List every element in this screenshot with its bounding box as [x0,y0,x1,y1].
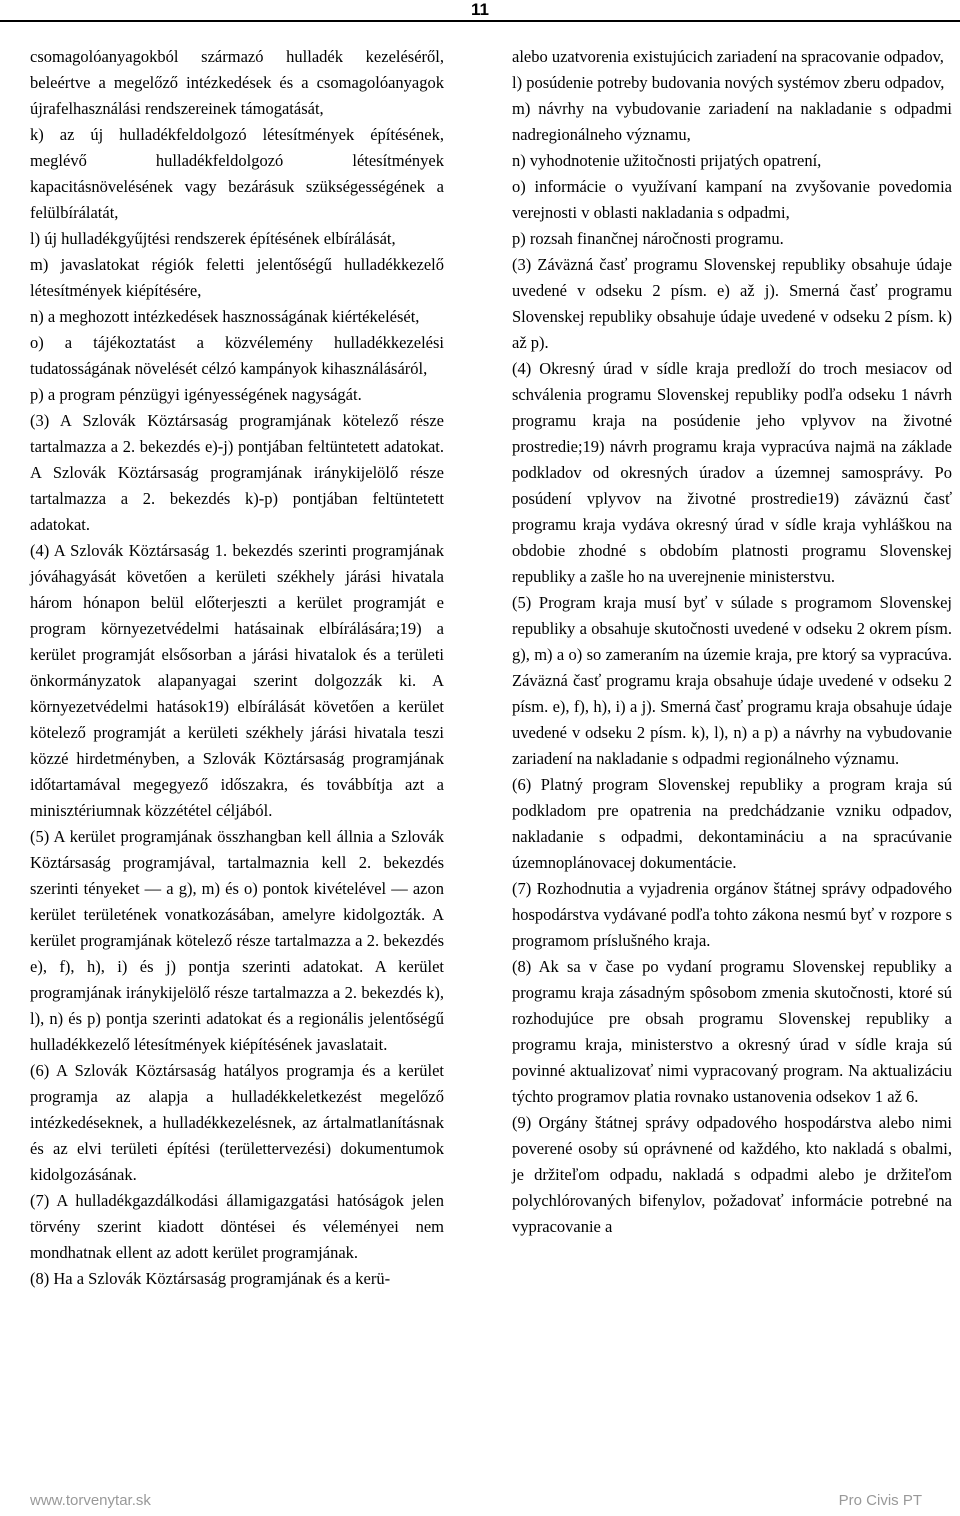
paragraph: p) rozsah finančnej náročnosti programu. [512,229,784,248]
paragraph: n) a meghozott intézkedések hasznosságának kiértékelését, [30,307,420,326]
paragraph: (6) Platný program Slovenskej republiky a program kraja sú podkladom pre opatrenia na predchádzanie vzniku odpadov, nakladanie s odpadmi, dekontamináciu a na spracúvanie územnoplánovacej dokumentácie. [512,775,952,872]
right-column [512,44,952,1240]
page-footer [0,1492,960,1514]
paragraph: m) návrhy na vybudovanie zariadení na nakladanie s odpadmi nadregionálneho významu, [512,99,952,144]
paragraph: (7) A hulladékgazdálkodási államigazgatási hatóságok jelen törvény szerint kiadott döntései és véleményei nem mondhatnak ellent az adott kerület programjának. [30,1191,444,1262]
paragraph: (7) Rozhodnutia a vyjadrenia orgánov štátnej správy odpadového hospodárstva vydávané podľa tohto zákona nesmú byť v rozpore s programom príslušného kraja. [512,879,952,950]
paragraph: (5) Program kraja musí byť v súlade s programom Slovenskej republiky a obsahuje skutočnosti uvedené v odseku 2 okrem písm. g), m) a o) so zameraním na územie kraja, pre ktorý sa vypracúva. Záväzná časť programu kraja obsahuje údaje uvedené v odseku 2 písm. e), f), h), i) a j). Smerná časť programu kraja obsahuje údaje uvedené v odseku 2 písm. k), l), n) a p) a návrhy na vybudovanie zariadení na nakladanie s odpadmi regionálneho významu. [512,593,952,768]
paragraph: o) informácie o využívaní kampaní na zvyšovanie povedomia verejnosti v oblasti nakladania s odpadmi, [512,177,952,222]
paragraph: l) posúdenie potreby budovania nových systémov zberu odpadov, [512,73,945,92]
paragraph: csomagolóanyagokból származó hulladék kezeléséről, beleértve a megelőző intézkedések és a csomagolóanyagok újrafelhasználási rendszereinek támogatását, [30,47,444,118]
paragraph: (3) Záväzná časť programu Slovenskej republiky obsahuje údaje uvedené v odseku 2 písm. e) až j). Smerná časť programu Slovenskej republiky obsahuje údaje uvedené v odseku 2 písm. k) až p). [512,255,952,352]
paragraph: alebo uzatvorenia existujúcich zariadení na spracovanie odpadov, [512,47,944,66]
footer-publisher: Pro Civis PT [838,1492,922,1509]
paragraph: k) az új hulladékfeldolgozó létesítmények építésének, meglévő hulladékfeldolgozó létesítmények kapacitásnövelésének vagy bezárásuk szükségességének a felülbírálatát, [30,125,444,222]
paragraph: o) a tájékoztatást a közvélemény hulladékkezelési tudatosságának növelését célzó kampányok kihasználásáról, [30,333,444,378]
paragraph: (8) Ak sa v čase po vydaní programu Slovenskej republiky a programu kraja zásadným spôsobom zmenia skutočnosti, ktoré sú rozhodujúce pre obsah programu Slovenskej republiky a programu kraja, ministerstvo a okresný úrad v sídle kraja sú povinné aktualizovať nimi vypracovaný program. Na aktualizáciu týchto programov platia rovnako ustanovenia odsekov 1 až 6. [512,957,952,1106]
page-header [0,0,960,22]
paragraph: n) vyhodnotenie užitočnosti prijatých opatrení, [512,151,822,170]
paragraph: (8) Ha a Szlovák Köztársaság programjának és a kerü- [30,1269,391,1288]
footer-website: www.torvenytar.sk [30,1492,151,1509]
page-number: 11 [471,0,489,19]
paragraph: (6) A Szlovák Köztársaság hatályos programja és a kerület programja az alapja a hulladékkeletkezést megelőző intézkedéseknek, a hulladékkezelésnek, az ártalmatlanításnak és az elvi területi építési (területtervezési) dokumentumok kidolgozásának. [30,1061,444,1184]
paragraph: (3) A Szlovák Köztársaság programjának kötelező része tartalmazza a 2. bekezdés e)-j) pontjában feltüntetett adatokat. A Szlovák Köztársaság programjának iránykijelölő része tartalmazza a 2. bekezdés k)-p) pontjában feltüntetett adatokat. [30,411,444,534]
paragraph: (5) A kerület programjának összhangban kell állnia a Szlovák Köztársaság programjával, tartalmaznia kell 2. bekezdés szerinti tényeket — a g), m) és o) pontok kivételével — azon kerület területének vonatkozásában, amelyre kidolgozták. A kerület programjának kötelező része tartalmazza a 2. bekezdés e), f), h), i) és j) pontja szerinti adatokat. A kerület programjának iránykijelölő része tartalmazza a 2. bekezdés k), l), n) és p) pontja szerinti adatokat és a regionális jelentőségű hulladékkezelő létesítmények kiépítésének javaslatait. [30,827,444,1054]
paragraph: (4) Okresný úrad v sídle kraja predloží do troch mesiacov od schválenia programu Slovenskej republiky podľa odseku 1 návrh programu kraja na posúdenie jeho vplyvov na životné prostredie;19) návrh programu kraja vypracúva najmä na základe podkladov od okresných úradov a územnej samosprávy. Po posúdení vplyvov na životné prostredie19) záväznú časť programu kraja vydáva okresný úrad v sídle kraja vyhláškou na obdobie zhodné s obdobím platnosti programu Slovenskej republiky a zašle ho na uverejnenie ministerstvu. [512,359,952,586]
left-column [30,44,444,1292]
paragraph: m) javaslatokat régiók feletti jelentőségű hulladékkezelő létesítmények kiépítésére, [30,255,444,300]
paragraph: (9) Orgány štátnej správy odpadového hospodárstva alebo nimi poverené osoby sú oprávnené od každého, kto nakladá s obalmi, je držiteľom odpadu, nakladá s odpadmi alebo je držiteľom polychlórovaných bifenylov, požadovať informácie potrebné na vypracovanie a [512,1113,952,1236]
paragraph: (4) A Szlovák Köztársaság 1. bekezdés szerinti programjának jóváhagyását követően a kerületi székhely járási hivatala három hónapon belül előterjeszti a kerület programját e program környezetvédelmi hatásainak elbírálására;19) a kerület programját elsősorban a járási hivatalok és a területi önkormányzatok alapanyagai szerint dolgozzák ki. A környezetvédelmi hatások19) elbírálását követően a kerület kötelező programját a kerületi székhely járási hivatala teszi közzé hirdetményben, a Szlovák Köztársaság programjának időtartamával megegyező időszakra, és továbbítja azt a minisztériumnak közzététel céljából. [30,541,444,820]
paragraph: p) a program pénzügyi igényességének nagyságát. [30,385,362,404]
paragraph: l) új hulladékgyűjtési rendszerek építésének elbírálását, [30,229,396,248]
